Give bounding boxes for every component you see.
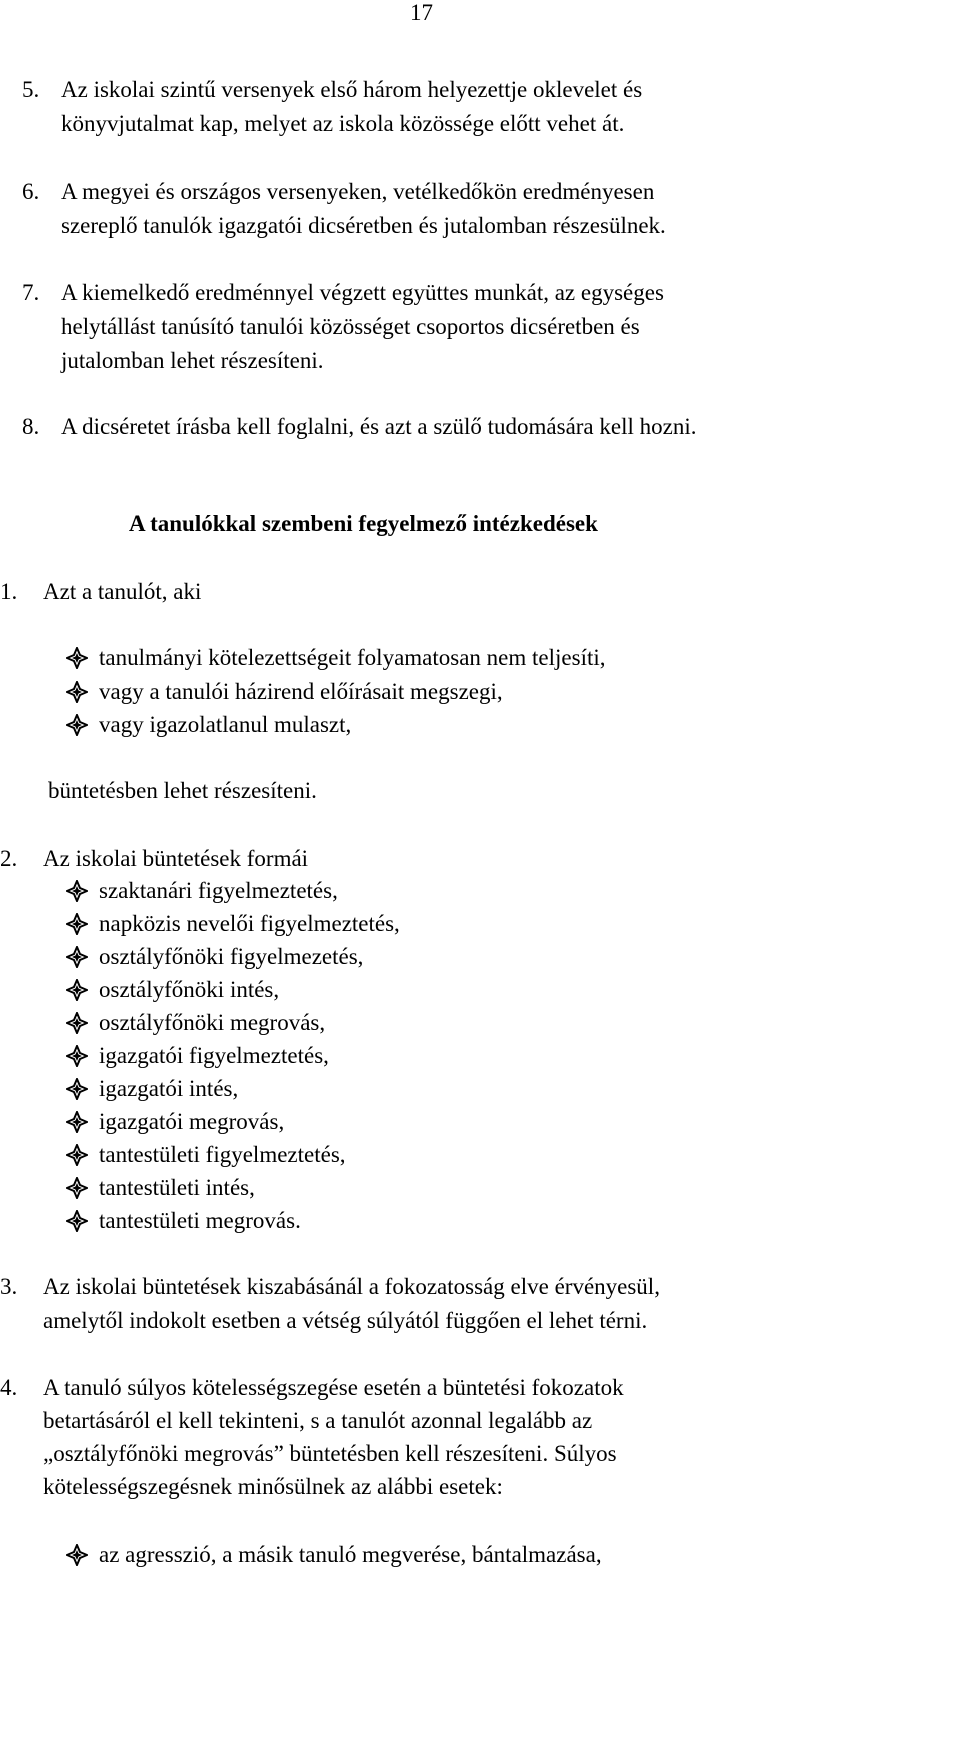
item-number: 3. (0, 1274, 18, 1299)
bullet-text: vagy a tanulói házirend előírásait megszegi, (99, 679, 503, 704)
page-number: 17 (410, 0, 433, 25)
bullet-text: tantestületi intés, (99, 1175, 255, 1200)
paragraph-line: Azt a tanulót, aki (43, 579, 202, 604)
diamond-bullet-icon (66, 1078, 88, 1100)
paragraph-line: Az iskolai szintű versenyek első három helyezettje oklevelet és (61, 77, 643, 102)
paragraph-line: amelytől indokolt esetben a vétség súlyától függően el lehet térni. (43, 1308, 648, 1333)
item-number: 4. (0, 1375, 18, 1400)
diamond-bullet-icon (66, 714, 88, 736)
bullet-text: igazgatói megrovás, (99, 1109, 285, 1134)
paragraph-line: Az iskolai büntetések kiszabásánál a fokozatosság elve érvényesül, (43, 1274, 660, 1299)
bullet-text: igazgatói figyelmeztetés, (99, 1043, 329, 1068)
paragraph-line: A kiemelkedő eredménnyel végzett együttes munkát, az egységes (61, 280, 664, 305)
diamond-bullet-icon (66, 1012, 88, 1034)
paragraph-line: szereplő tanulók igazgatói dicséretben és jutalomban részesülnek. (61, 213, 666, 238)
item-number: 6. (22, 179, 40, 204)
paragraph-line: „osztályfőnöki megrovás” büntetésben kell részesíteni. Súlyos (43, 1441, 617, 1466)
bullet-text: vagy igazolatlanul mulaszt, (99, 712, 352, 737)
paragraph-line: betartásáról el kell tekinteni, s a tanulót azonnal legalább az (43, 1408, 593, 1433)
diamond-bullet-icon (66, 1045, 88, 1067)
paragraph-line: büntetésben lehet részesíteni. (48, 778, 317, 803)
paragraph-line: könyvjutalmat kap, melyet az iskola közössége előtt vehet át. (61, 111, 625, 136)
bullet-text: tanulmányi kötelezettségeit folyamatosan nem teljesíti, (99, 645, 606, 670)
section-heading: A tanulókkal szembeni fegyelmező intézkedések (129, 511, 598, 536)
diamond-bullet-icon (66, 1111, 88, 1133)
diamond-bullet-icon (66, 913, 88, 935)
bullet-text: osztályfőnöki intés, (99, 977, 280, 1002)
paragraph-line: A tanuló súlyos kötelességszegése esetén a büntetési fokozatok (43, 1375, 624, 1400)
item-number: 8. (22, 414, 40, 439)
diamond-bullet-icon (66, 681, 88, 703)
bullet-text: osztályfőnöki megrovás, (99, 1010, 326, 1035)
diamond-bullet-icon (66, 1144, 88, 1166)
diamond-bullet-icon (66, 1544, 88, 1566)
paragraph-line: A dicséretet írásba kell foglalni, és azt a szülő tudomására kell hozni. (61, 414, 697, 439)
paragraph-line: Az iskolai büntetések formái (43, 846, 309, 871)
item-number: 1. (0, 579, 18, 604)
diamond-bullet-icon (66, 946, 88, 968)
item-number: 2. (0, 846, 18, 871)
bullet-text: tantestületi megrovás. (99, 1208, 301, 1233)
bullet-text: az agresszió, a másik tanuló megverése, bántalmazása, (99, 1542, 602, 1567)
diamond-bullet-icon (66, 880, 88, 902)
bullet-text: osztályfőnöki figyelmezetés, (99, 944, 364, 969)
item-number: 5. (22, 77, 40, 102)
diamond-bullet-icon (66, 1177, 88, 1199)
bullet-text: tantestületi figyelmeztetés, (99, 1142, 346, 1167)
diamond-bullet-icon (66, 979, 88, 1001)
paragraph-line: jutalomban lehet részesíteni. (61, 348, 324, 373)
bullet-text: szaktanári figyelmeztetés, (99, 878, 338, 903)
diamond-bullet-icon (66, 1210, 88, 1232)
paragraph-line: kötelességszegésnek minősülnek az alábbi esetek: (43, 1474, 503, 1499)
bullet-text: napközis nevelői figyelmeztetés, (99, 911, 400, 936)
item-number: 7. (22, 280, 40, 305)
diamond-bullet-icon (66, 647, 88, 669)
bullet-text: igazgatói intés, (99, 1076, 239, 1101)
paragraph-line: A megyei és országos versenyeken, vetélkedőkön eredményesen (61, 179, 655, 204)
paragraph-line: helytállást tanúsító tanulói közösséget csoportos dicséretben és (61, 314, 640, 339)
